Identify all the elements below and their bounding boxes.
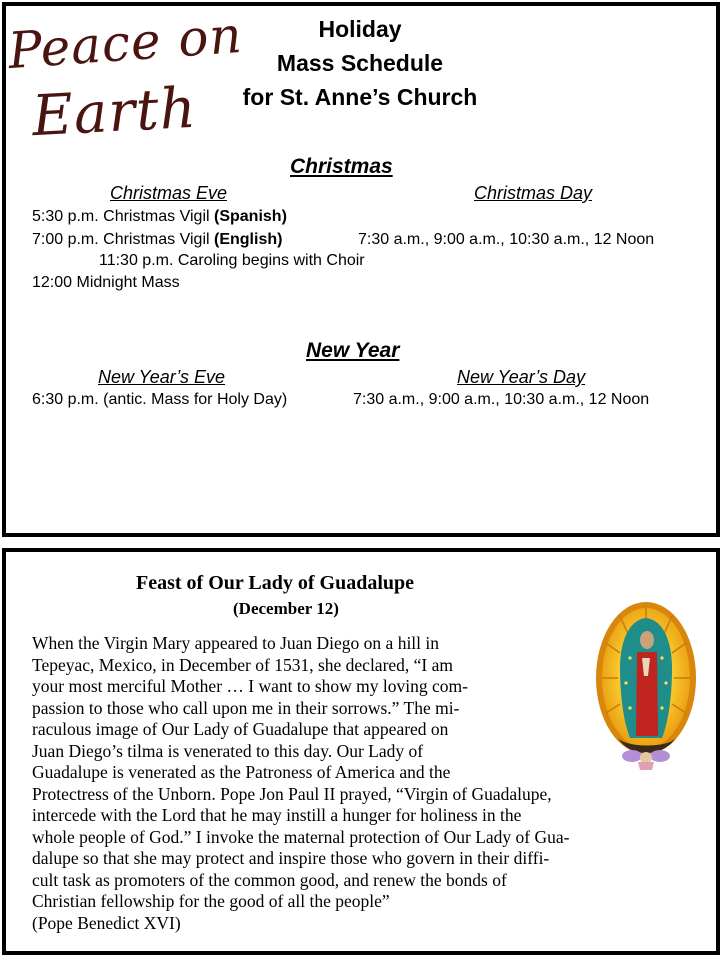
new-years-eve-times: 6:30 p.m. (antic. Mass for Holy Day) <box>32 391 288 408</box>
paragraph-line: whole people of God.” I invoke the maternal protection of Our Lady of Gua- <box>32 826 570 847</box>
language-label: (English) <box>214 231 283 248</box>
new-years-day-times: 7:30 a.m., 9:00 a.m., 10:30 a.m., 12 Noon <box>353 391 650 408</box>
new-years-day-label: New Year’s Day <box>457 367 586 387</box>
logo-line-2: Earth <box>30 75 199 150</box>
new-years-eve-label: New Year’s Eve <box>98 367 226 387</box>
title-line-2: Mass Schedule <box>276 50 444 76</box>
language-label: (Spanish) <box>214 208 287 225</box>
face <box>640 631 654 649</box>
feast-date: (December 12) <box>233 599 339 618</box>
christmas-eve-row-4: 12:00 Midnight Mass <box>32 274 180 291</box>
paragraph-line: Juan Diego’s tilma is venerated to this day. Our Lady of <box>32 740 424 761</box>
row-text: 7:00 p.m. Christmas Vigil <box>32 231 214 248</box>
christmas-eve-row-3: 11:30 p.m. Caroling begins with Choir <box>99 252 365 269</box>
paragraph-line: When the Virgin Mary appeared to Juan Diego on a hill in <box>32 633 440 653</box>
christmas-heading: Christmas <box>290 155 393 178</box>
paragraph-line: Guadalupe is venerated as the Patroness of America and the <box>32 762 451 782</box>
title-line-3: for St. Anne’s Church <box>242 84 478 110</box>
row-text: 5:30 p.m. Christmas Vigil <box>32 208 214 225</box>
paragraph-line: (Pope Benedict XVI) <box>32 912 181 933</box>
paragraph-line: your most merciful Mother … I want to show my loving com- <box>32 676 468 696</box>
christmas-eve-row-1 <box>32 208 287 226</box>
logo-line-1: Peace on <box>6 5 245 81</box>
paragraph-line: cult task as promoters of the common good, and renew the bonds of <box>32 869 507 890</box>
paragraph-line: dalupe so that she may protect and inspire those who govern in their diffi- <box>32 848 550 868</box>
christmas-day-label: Christmas Day <box>474 183 593 203</box>
paragraph-line: Christian fellowship for the good of all the people” <box>32 891 390 911</box>
paragraph-line: raculous image of Our Lady of Guadalupe that appeared on <box>32 719 449 739</box>
christmas-day-times: 7:30 a.m., 9:00 a.m., 10:30 a.m., 12 Noon <box>358 231 655 248</box>
angel <box>622 750 670 770</box>
new-year-heading: New Year <box>306 339 400 362</box>
feast-paragraph <box>32 633 569 934</box>
christmas-eve-row-2 <box>32 231 282 249</box>
paragraph-line: intercede with the Lord that he may instill a hunger for holiness in the <box>32 805 522 825</box>
title-line-1: Holiday <box>318 16 402 42</box>
paragraph-line: passion to those who call upon me in their sorrows.” The mi- <box>32 697 460 718</box>
paragraph-line: Tepeyac, Mexico, in December of 1531, she declared, “I am <box>32 654 454 675</box>
christmas-eve-label: Christmas Eve <box>110 183 228 203</box>
paragraph-line: Protectress of the Unborn. Pope Jon Paul II prayed, “Virgin of Guadalupe, <box>32 783 552 804</box>
guadalupe-image <box>590 598 702 776</box>
feast-title: Feast of Our Lady of Guadalupe <box>136 572 414 594</box>
